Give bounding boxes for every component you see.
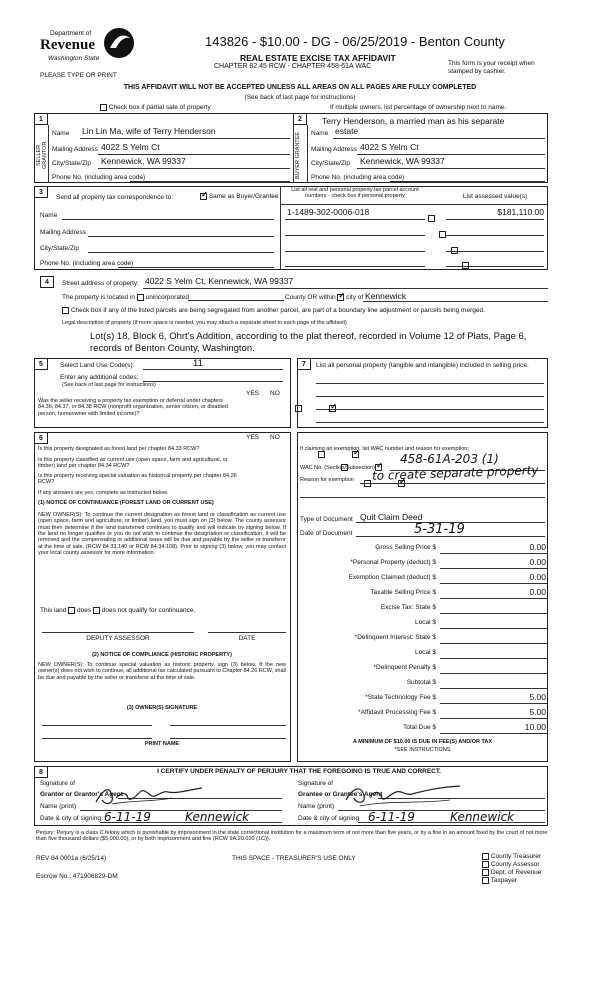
s5-yes-header: YES	[246, 390, 260, 397]
buyer-city-label: City/State/Zip	[311, 160, 351, 167]
fee-line	[440, 598, 548, 599]
owner-signature-title: (3) OWNER(S) SIGNATURE	[126, 705, 198, 711]
property-city[interactable]: Kennewick	[365, 291, 407, 301]
fee-line	[440, 733, 548, 734]
fee-row	[298, 647, 548, 659]
fee-label: *Delinquent Interest: State $	[354, 634, 436, 641]
partial-sale-label: Check box if partial sale of property	[108, 104, 211, 112]
fee-line	[440, 553, 548, 554]
grantee-agent-label: Grantee or Grantee's Agent	[298, 791, 383, 798]
buyer-name-line2[interactable]: estate	[335, 126, 359, 136]
buyer-name-label: Name	[311, 130, 329, 137]
distribution-label: County Treasurer	[490, 853, 542, 861]
seller-city[interactable]: Kennewick, WA 99337	[101, 156, 186, 166]
buyer-addr-label: Mailing Address	[311, 146, 357, 153]
receipt-note: This form is your receipt when stamped by cashier.	[448, 60, 535, 75]
distribution-label: Taxpayer	[490, 877, 518, 885]
q-forest: Is this property designated as forest land per chapter 84.33 RCW?	[38, 446, 200, 452]
distribution-label: County Assessor	[490, 861, 540, 869]
fee-line	[440, 718, 548, 719]
seller-city-label: City/State/Zip	[52, 160, 92, 167]
grantor-name-label: Name (print)	[40, 803, 77, 810]
deputy-assessor-label: DEPUTY ASSESSOR	[86, 635, 150, 642]
q-historic: Is this property receiving special valuation as historical property per chapter 84.26 RCW?	[38, 473, 237, 486]
exemption-reason[interactable]: to create separate property	[371, 463, 539, 483]
city-of-label: city of	[346, 294, 364, 302]
logo-state: Washington State	[48, 55, 100, 62]
fee-line	[440, 673, 548, 674]
dept-revenue-checkbox[interactable]	[482, 869, 489, 876]
legal-label: Legal description of property (if more space is needed, you may attach a separate sheet to each page of the affidavit)	[62, 320, 347, 326]
s5-no-header: NO	[270, 390, 280, 397]
document-type[interactable]: Quit Claim Deed	[360, 512, 423, 522]
fee-line	[440, 568, 548, 569]
additional-codes-label: Enter any additional codes:	[60, 374, 139, 381]
print-name-label: PRINT NAME	[144, 741, 180, 747]
parcel-header: List all real and personal property tax parcel account numbers - check box if personal property	[291, 187, 419, 200]
fee-amount[interactable]: 0.00	[529, 557, 546, 567]
certify-statement: I CERTIFY UNDER PENALTY OF PERJURY THAT THE FOREGOING IS TRUE AND CORRECT.	[157, 768, 441, 775]
doc-date-label: Date of Document	[300, 530, 353, 537]
grantor-city[interactable]: Kennewick	[185, 810, 250, 824]
notice-1-title: (1) NOTICE OF CONTINUANCE (FOREST LAND OR CURRENT USE)	[38, 500, 214, 506]
partial-sale	[100, 104, 211, 112]
fee-line	[440, 688, 548, 689]
fee-label: Local $	[415, 619, 436, 626]
fee-line	[440, 658, 548, 659]
same-as-buyer-checkbox[interactable]	[200, 193, 207, 200]
form-title: REAL ESTATE EXCISE TAX AFFIDAVIT	[240, 53, 396, 63]
does-checkbox[interactable]	[68, 607, 75, 614]
logo-swoosh-icon	[102, 26, 136, 60]
continuance-row	[40, 607, 195, 615]
s6-yes-header: YES	[246, 434, 260, 441]
property-street[interactable]: 4022 S Yelm Ct, Kennewick, WA 99337	[145, 276, 294, 286]
fee-row	[298, 542, 548, 554]
grantee-signature[interactable]	[340, 782, 470, 810]
please-type: PLEASE TYPE OR PRINT	[40, 72, 117, 79]
buyer-address[interactable]: 4022 S Yelm Ct	[360, 142, 419, 152]
distribution-item	[482, 877, 541, 885]
taxpayer-checkbox[interactable]	[482, 877, 489, 884]
fee-label: Local $	[415, 649, 436, 656]
seller-addr-label: Mailing Address	[52, 146, 98, 153]
does-label: does	[77, 607, 92, 615]
fee-amount[interactable]: 0.00	[529, 542, 546, 552]
corr-name-label: Name	[40, 212, 58, 219]
tax-corr-label: Send all property tax correspondence to:	[56, 194, 174, 201]
fee-row	[298, 602, 548, 614]
perjury-notice: Perjury: Perjury is a class C felony which is punishable by imprisonment in the state correctional institution for a maximum term of not more than five years, or by a fine in an amount fixed by the court of not more than five thousand dollars ($5,000.00), or by both imprisonment and fine (RCW 9A.20.020 (1C)).	[36, 830, 548, 843]
reason-label: Reason for exemption	[300, 477, 354, 483]
section-4-number: 4	[40, 276, 54, 288]
grantee-name-label: Name (print)	[298, 803, 335, 810]
parcel-number[interactable]: 1-1489-302-0006-018	[287, 207, 370, 217]
street-label: Street address of property:	[62, 280, 139, 287]
fee-row	[298, 587, 548, 599]
city-within	[285, 294, 363, 302]
notice-2-title: (2) NOTICE OF COMPLIANCE (HISTORIC PROPERTY)	[92, 652, 232, 658]
section-8-number: 8	[34, 766, 48, 778]
personal-property-label: List all personal property (tangible and intangible) included in selling price.	[316, 362, 529, 369]
grantee-sig-label: Signature of	[298, 780, 334, 787]
fee-row	[298, 677, 548, 689]
county-assessor-checkbox[interactable]	[482, 861, 489, 868]
grantor-agent-label: Grantor or Grantor's Agent	[40, 791, 123, 798]
fee-label: *Delinquent Penalty $	[373, 664, 436, 671]
segregated-checkbox[interactable]	[62, 307, 69, 314]
does-not-label: does not qualify for continuance.	[101, 607, 196, 615]
corr-addr-label: Mailing Address	[40, 229, 86, 236]
distribution-item	[482, 869, 541, 877]
same-as-buyer-label: Same as Buyer/Grantee	[208, 193, 279, 201]
county-treasurer-checkbox[interactable]	[482, 853, 489, 860]
fee-label: *Affidavit Processing Fee $	[358, 709, 436, 716]
q-current-use: Is this property classified as current use (open space, farm and agricultural, or timber) land per chapter 84.34 RCW?	[38, 457, 228, 470]
fee-line	[440, 613, 548, 614]
doc-type-label: Type of Document	[300, 516, 353, 523]
fee-amount[interactable]: 5.00	[529, 692, 546, 702]
partial-sale-checkbox[interactable]	[100, 104, 107, 111]
fee-label: Exemption Claimed (deduct) $	[348, 574, 436, 581]
fee-label: Subtotal $	[406, 679, 436, 686]
s6-no-header: NO	[270, 434, 280, 441]
grantor-sig-label: Signature of	[40, 780, 76, 787]
multi-owner-note: If multiple owners, list percentage of ownership next to name.	[330, 104, 507, 111]
fee-amount[interactable]: 0.00	[529, 587, 546, 597]
fee-line	[440, 628, 548, 629]
land-use-label: Select Land Use Code(s):	[60, 362, 135, 369]
revenue-logo	[40, 26, 138, 72]
fee-line	[440, 703, 548, 704]
fee-row	[298, 707, 548, 719]
distribution-item	[482, 861, 541, 869]
fee-row	[298, 662, 548, 674]
corr-phone-label: Phone No. (including area code)	[40, 260, 134, 267]
if-yes-note: If any answers are yes, complete as instructed below.	[38, 490, 169, 496]
distribution-label: Dept. of Revenue	[490, 869, 542, 877]
seller-phone-label: Phone No. (including area code)	[52, 174, 146, 181]
property-located	[62, 294, 189, 302]
this-land-label: This land	[40, 607, 67, 615]
notice-2-text: NEW OWNER(S): To continue special valuation as historic property, sign (3) below. If the new owner(s) does not wish to continue, all additional tax calculated pursuant to Chapter 84.26 RCW, shall be due and payable by the seller or transferor at the time of sale.	[38, 662, 286, 681]
fee-row	[298, 572, 548, 584]
section-3-number: 3	[34, 186, 48, 198]
logo-dept: Department of	[50, 30, 92, 37]
fee-row	[298, 617, 548, 629]
fee-amount[interactable]: 5.00	[529, 707, 546, 717]
fee-amount[interactable]: 10.00	[524, 722, 546, 732]
section-1-number: 1	[34, 113, 48, 125]
distribution-item	[482, 853, 541, 861]
buyer-name-line1[interactable]: Terry Henderson, a married man as his separate	[322, 116, 505, 126]
grantee-date-label: Date & city of signing	[298, 815, 360, 822]
assessed-value[interactable]: $181,110.00	[497, 207, 544, 217]
seller-address[interactable]: 4022 S Yelm Ct	[101, 142, 160, 152]
seller-side-label: SELLER GRANTOR	[36, 141, 48, 169]
treasurer-space: THIS SPACE - TREASURER'S USE ONLY	[232, 855, 356, 862]
grantor-date[interactable]: 6-11-19	[104, 810, 151, 824]
see-back-note: (See back of last page for instructions)	[244, 94, 356, 101]
minimum-due-note: A MINIMUM OF $10.00 IS DUE IN FEE(S) AND/OR TAX	[352, 739, 493, 745]
notice-1-text: NEW OWNER(S): To continue the current designation as forest land or classification as current use (open space, farm and agriculture, or timber) land, you must sign on (3) below. The county assessor must then determine if the land transferred continues to qualify and will indicate by signing below. If the land no longer qualifies or you do not wish to continue the designation or classification, it will be removed and the compensating or additional taxes will be due and payable by the seller or transferor at the time of sale. (RCW 84.33.140 or RCW 84.34.108). Prior to signing (3) below, you may contact your local county assessor for more information.	[38, 512, 286, 556]
corr-city-label: City/State/Zip	[40, 245, 80, 252]
fee-label: *Personal Property (deduct) $	[350, 559, 436, 566]
fee-amount[interactable]: 0.00	[529, 572, 546, 582]
fee-row	[298, 692, 548, 704]
county-or-label: County OR within	[285, 294, 336, 302]
unincorporated-checkbox[interactable]	[137, 294, 144, 301]
section-2-number: 2	[293, 113, 307, 125]
fee-label: Gross Selling Price $	[375, 544, 436, 551]
form-revision: REV 84 0001a (6/25/14)	[36, 855, 107, 862]
recording-stamp: 143826 - $10.00 - DG - 06/25/2019 - Benton County	[205, 34, 505, 49]
grantor-date-label: Date & city of signing	[40, 815, 102, 822]
does-not-checkbox[interactable]	[93, 607, 100, 614]
logo-revenue: Revenue	[40, 37, 95, 53]
see-instructions-note: *SEE INSTRUCTIONS	[394, 747, 451, 753]
deputy-date-label: DATE	[238, 635, 256, 642]
escrow-number: Escrow No.: 471906829-DM	[36, 873, 118, 880]
fee-row	[298, 722, 548, 734]
fee-line	[440, 643, 548, 644]
fee-label: Total Due $	[403, 724, 436, 731]
section-5-number: 5	[34, 358, 48, 370]
fee-row	[298, 632, 548, 644]
city-of-checkbox[interactable]	[337, 294, 344, 301]
buyer-city[interactable]: Kennewick, WA 99337	[360, 156, 445, 166]
fee-label: Taxable Selling Price $	[370, 589, 436, 596]
land-use-code[interactable]: 11	[193, 358, 203, 369]
segregated-label: Check box if any of the listed parcels are being segregated from another parcel, are part of a boundary line adjustment or parcels being merged.	[70, 307, 485, 315]
seller-name[interactable]: Lin Lin Ma, wife of Terry Henderson	[82, 126, 216, 136]
same-as-buyer	[200, 193, 279, 201]
buyer-phone-label: Phone No. (including area code)	[311, 174, 405, 181]
warning-banner: THIS AFFIDAVIT WILL NOT BE ACCEPTED UNLESS ALL AREAS ON ALL PAGES ARE FULLY COMPLETED	[123, 84, 477, 91]
document-date[interactable]: 5-31-19	[414, 522, 465, 537]
fee-line	[440, 583, 548, 584]
distribution-list	[482, 853, 541, 885]
form-chapter: CHAPTER 82.45 RCW - CHAPTER 458-61A WAC	[214, 63, 372, 70]
exemption-question: Was the seller receiving a property tax exemption or deferral under chapters 84.36, 84.37, or 84.38 RCW (nonprofit organization, senior citizen, or disabled person, homeowner with limited income)?	[38, 398, 228, 417]
parcel-1-personal-checkbox[interactable]	[428, 215, 435, 222]
located-label: The property is located in	[62, 294, 135, 302]
fee-row	[298, 557, 548, 569]
fee-label: *State Technology Fee $	[365, 694, 436, 701]
buyer-side-label: BUYER GRANTEE	[295, 131, 301, 179]
wac-label: WAC No. (Section/Subsection)	[300, 465, 375, 471]
section-6-number: 6	[34, 432, 48, 444]
fee-label: Excise Tax: State $	[380, 604, 436, 611]
grantee-city[interactable]: Kennewick	[450, 810, 515, 824]
grantor-signature[interactable]	[92, 782, 212, 810]
legal-description[interactable]: Lot(s) 18, Block 6, Ohrt's Addition, according to the plat thereof, recorded in Volume 12 of Plats, Page 6, records of Benton County, Washington.	[90, 331, 527, 354]
grantee-date[interactable]: 6-11-19	[368, 810, 415, 824]
unincorporated-label: unincorporated	[145, 294, 189, 302]
section-7-number: 7	[297, 358, 311, 370]
wac-number[interactable]: 458-61A-203 (1)	[400, 452, 499, 466]
assessed-header: List assessed value(s)	[462, 193, 528, 200]
segregated-row	[62, 307, 485, 315]
see-back-instr: (See back of last page for instructions)	[62, 382, 156, 388]
seller-name-label: Name	[52, 130, 70, 137]
exemption-claim-label: If claiming an exemption, list WAC number and reason for exemption:	[300, 446, 469, 452]
